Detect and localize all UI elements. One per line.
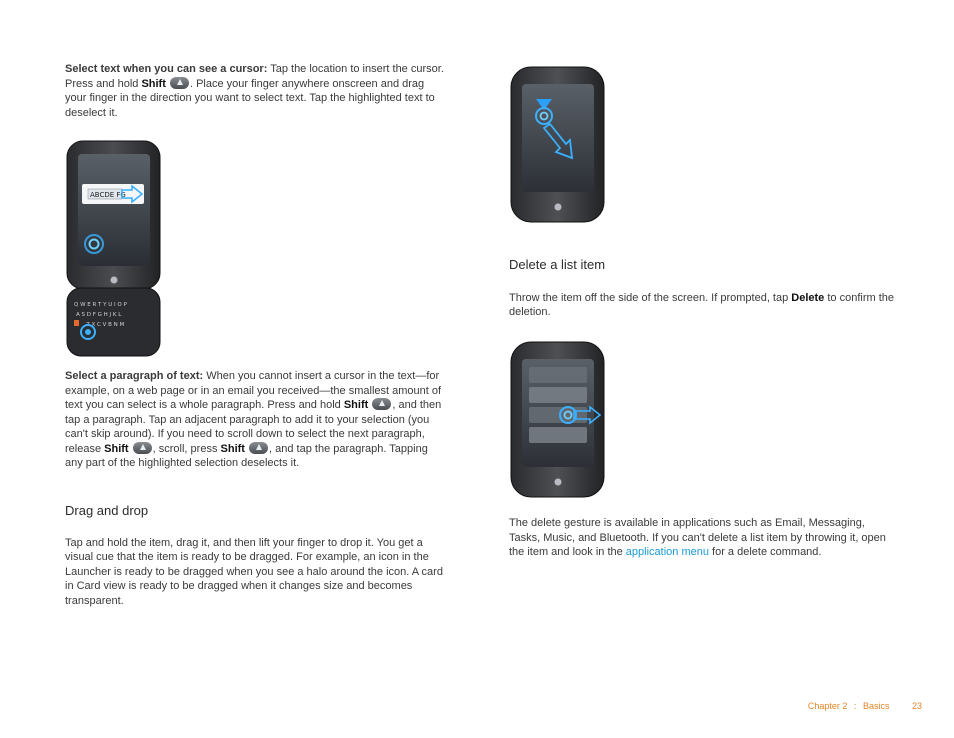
left-column xyxy=(65,62,445,120)
select-paragraph-block xyxy=(65,369,445,471)
page-footer: Chapter 2 : Basics 23 xyxy=(807,701,922,711)
keyboard-row-3: Z X C V B N M xyxy=(86,322,125,328)
phone-drag-figure xyxy=(510,66,606,224)
delete-heading: Delete a list item xyxy=(509,257,606,272)
drag-drop-heading: Drag and drop xyxy=(65,503,149,518)
delete-section xyxy=(509,258,894,320)
drag-drop-paragraph: Tap and hold the item, drag it, and then lift your finger to drop it. You get a visual cue that the item is ready to be dragged. For example, an icon in the Launcher is ready to be dragged when you see a halo around the icon. A card in Card view is ready to be dragged when it changes size and becomes transparent. xyxy=(65,536,443,607)
delete-label: Delete xyxy=(791,291,825,304)
phone-keyboard-figure xyxy=(66,140,162,358)
select-paragraph-paragraph: Select a paragraph of text: When you cannot insert a cursor in the text—for example, on a web page or in an email you received—the smallest amount of text you can select is a whole paragraph. Press and hold Shift , and then tap a paragraph. Tap an adjacent paragraph to add it to your selection (you can't skip around). If you need to scroll down to select the next paragraph, release Shift , scroll, press Shift , and tap the paragraph. Tapping any part of the highlighted selection deselects it. xyxy=(65,370,442,469)
keyboard-row-1: Q W E R T Y U I O P xyxy=(74,302,127,308)
shift-key-icon xyxy=(249,442,268,454)
delete-gesture-paragraph: The delete gesture is available in applications such as Email, Messaging, Tasks, Music, and Bluetooth. If you can't delete a list item by throwing it, open the item and look in the application menu for a delete command. xyxy=(509,517,886,558)
chapter-label: Chapter 2 xyxy=(807,701,848,711)
shift-key-icon xyxy=(170,77,189,89)
keyboard-row-2: A S D F G H J K L xyxy=(76,312,122,318)
select-text-cursor-paragraph: Select text when you can see a cursor: Tap the location to insert the cursor. Press and hold Shift . Place your finger anywhere onscreen and drag your finger in the direction you want to select text. Tap the highlighted text to deselect it. xyxy=(65,63,444,119)
select-text-lead: Select text when you can see a cursor: xyxy=(65,63,268,75)
shift-key-icon xyxy=(372,398,391,410)
screen-text: ABCDE FG xyxy=(90,191,126,199)
section-label: Basics xyxy=(862,701,890,711)
drag-drop-section xyxy=(65,504,445,608)
select-paragraph-lead: Select a paragraph of text: xyxy=(65,370,204,382)
shift-key-icon xyxy=(133,442,152,454)
shift-label: Shift xyxy=(141,77,166,90)
page-number: 23 xyxy=(911,701,922,711)
delete-gesture-block xyxy=(509,516,894,560)
delete-instructions-paragraph: Throw the item off the side of the screen. If prompted, tap Delete to confirm the deletion. xyxy=(509,291,895,318)
phone-delete-figure xyxy=(510,341,606,499)
application-menu-link[interactable]: application menu xyxy=(625,546,709,558)
